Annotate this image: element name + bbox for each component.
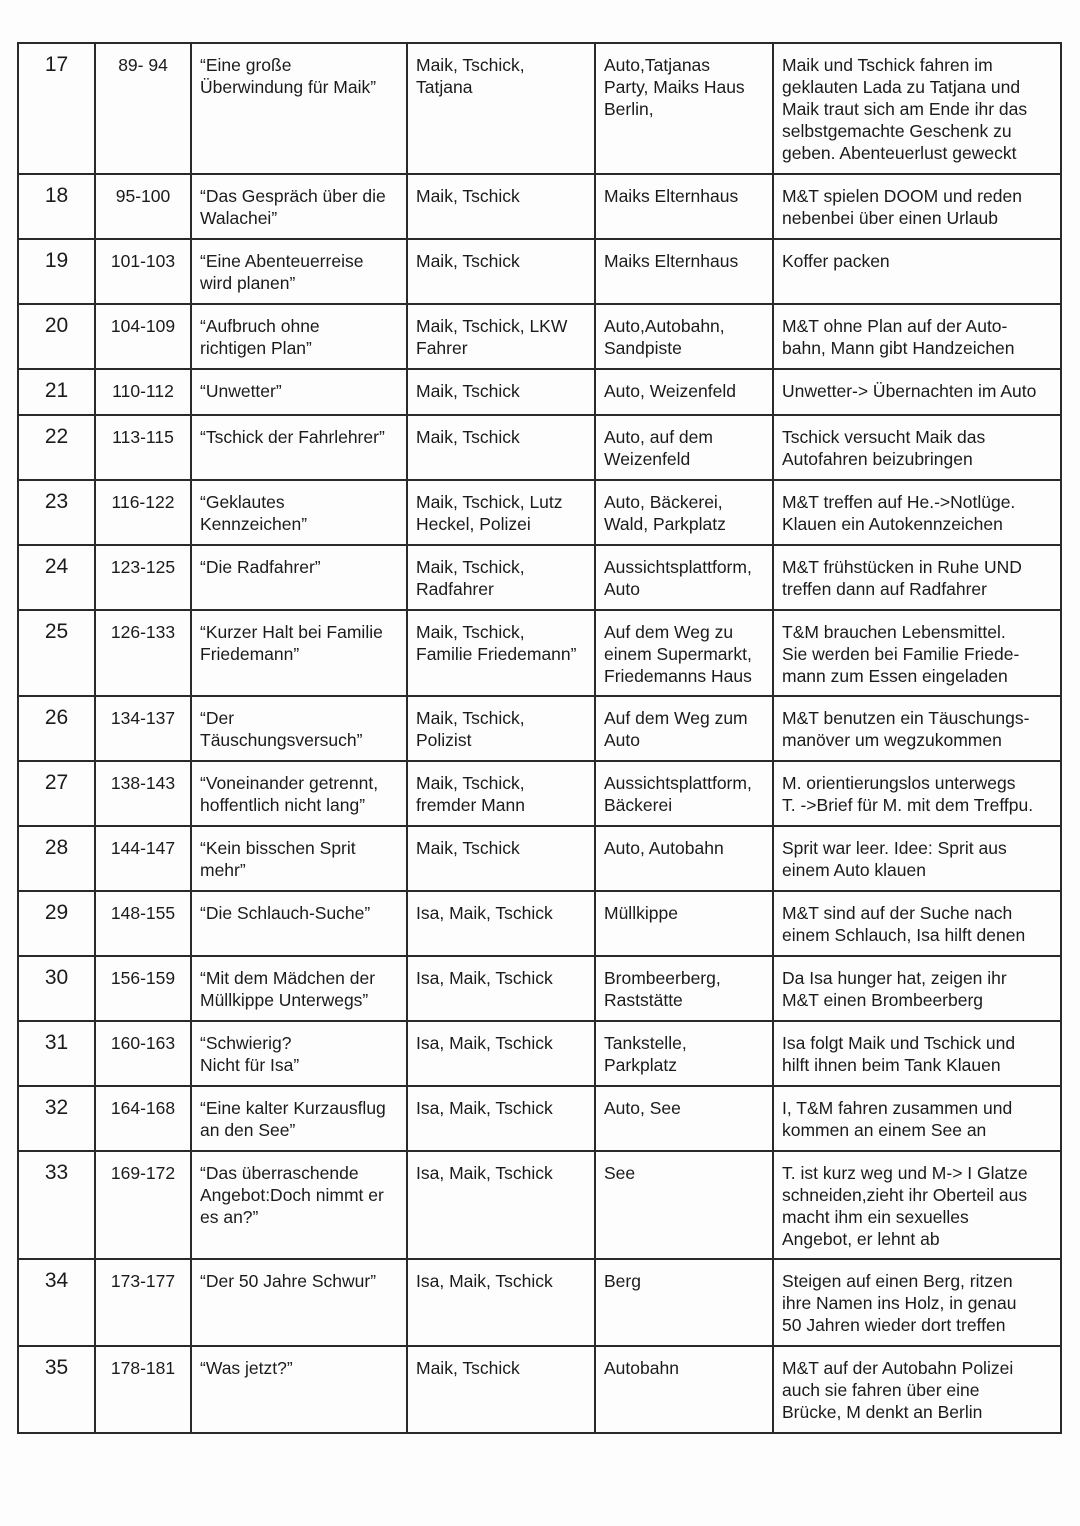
chapter-number: 18	[18, 174, 95, 239]
page-range: 178-181	[95, 1346, 191, 1433]
chapter-title: “Aufbruch ohne richtigen Plan”	[191, 304, 407, 369]
chapter-title: “Das überraschende Angebot:Doch nimmt er es an?”	[191, 1151, 407, 1259]
places: Maiks Elternhaus	[595, 174, 773, 239]
chapter-number: 25	[18, 610, 95, 696]
chapter-title: “Eine Abenteuerreise wird planen”	[191, 239, 407, 304]
summary: M&T spielen DOOM und reden nebenbei über einen Urlaub	[773, 174, 1061, 239]
chapter-number: 23	[18, 480, 95, 545]
chapter-number: 28	[18, 826, 95, 891]
chapter-title: “Eine große Überwindung für Maik”	[191, 43, 407, 174]
chapter-title: “Geklautes Kennzeichen”	[191, 480, 407, 545]
characters: Maik, Tschick, LKW Fahrer	[407, 304, 595, 369]
page-range: 169-172	[95, 1151, 191, 1259]
page-range: 126-133	[95, 610, 191, 696]
summary: Da Isa hunger hat, zeigen ihr M&T einen Brombeerberg	[773, 956, 1061, 1021]
table-row	[18, 1086, 1061, 1151]
summary: M&T sind auf der Suche nach einem Schlauch, Isa hilft denen	[773, 891, 1061, 956]
characters: Maik, Tschick, Familie Friedemann”	[407, 610, 595, 696]
chapter-number: 20	[18, 304, 95, 369]
chapter-title: “Die Schlauch-Suche”	[191, 891, 407, 956]
table-row	[18, 304, 1061, 369]
places: Auto, See	[595, 1086, 773, 1151]
characters: Maik, Tschick	[407, 174, 595, 239]
summary: M&T frühstücken in Ruhe UND treffen dann auf Radfahrer	[773, 545, 1061, 610]
chapter-title: “Eine kalter Kurzausflug an den See”	[191, 1086, 407, 1151]
chapter-number: 35	[18, 1346, 95, 1433]
page-range: 144-147	[95, 826, 191, 891]
places: Maiks Elternhaus	[595, 239, 773, 304]
places: Autobahn	[595, 1346, 773, 1433]
chapter-title: “Unwetter”	[191, 369, 407, 415]
chapter-title: “Die Radfahrer”	[191, 545, 407, 610]
places: Auto,Tatjanas Party, Maiks Haus Berlin,	[595, 43, 773, 174]
chapter-title: “Schwierig? Nicht für Isa”	[191, 1021, 407, 1086]
places: Auf dem Weg zum Auto	[595, 696, 773, 761]
places: Müllkippe	[595, 891, 773, 956]
places: Berg	[595, 1259, 773, 1346]
places: Auto, Autobahn	[595, 826, 773, 891]
summary: Koffer packen	[773, 239, 1061, 304]
chapter-number: 21	[18, 369, 95, 415]
places: Aussichtsplattform, Auto	[595, 545, 773, 610]
characters: Isa, Maik, Tschick	[407, 1086, 595, 1151]
page-range: 148-155	[95, 891, 191, 956]
summary: Tschick versucht Maik das Autofahren beizubringen	[773, 415, 1061, 480]
page-range: 160-163	[95, 1021, 191, 1086]
page-range: 110-112	[95, 369, 191, 415]
chapter-number: 17	[18, 43, 95, 174]
chapter-title: “Der Täuschungsversuch”	[191, 696, 407, 761]
chapter-table	[17, 42, 1062, 1434]
page-range: 156-159	[95, 956, 191, 1021]
table-row	[18, 369, 1061, 415]
places: See	[595, 1151, 773, 1259]
chapter-title: “Mit dem Mädchen der Müllkippe Unterwegs”	[191, 956, 407, 1021]
characters: Maik, Tschick	[407, 826, 595, 891]
characters: Maik, Tschick	[407, 369, 595, 415]
summary: I, T&M fahren zusammen und kommen an einem See an	[773, 1086, 1061, 1151]
page-range: 101-103	[95, 239, 191, 304]
chapter-number: 34	[18, 1259, 95, 1346]
places: Brombeerberg, Raststätte	[595, 956, 773, 1021]
places: Auto, Bäckerei, Wald, Parkplatz	[595, 480, 773, 545]
chapter-number: 26	[18, 696, 95, 761]
page-range: 95-100	[95, 174, 191, 239]
page-range: 89- 94	[95, 43, 191, 174]
table-row	[18, 43, 1061, 174]
characters: Maik, Tschick	[407, 1346, 595, 1433]
characters: Maik, Tschick, Lutz Heckel, Polizei	[407, 480, 595, 545]
characters: Isa, Maik, Tschick	[407, 891, 595, 956]
chapter-title: “Das Gespräch über die Walachei”	[191, 174, 407, 239]
table-row	[18, 545, 1061, 610]
chapter-number: 19	[18, 239, 95, 304]
chapter-title: “Kein bisschen Sprit mehr”	[191, 826, 407, 891]
summary: M&T ohne Plan auf der Auto- bahn, Mann gibt Handzeichen	[773, 304, 1061, 369]
summary: M&T treffen auf He.->Notlüge. Klauen ein Autokennzeichen	[773, 480, 1061, 545]
chapter-title: “Der 50 Jahre Schwur”	[191, 1259, 407, 1346]
characters: Maik, Tschick	[407, 415, 595, 480]
summary: Maik und Tschick fahren im geklauten Lada zu Tatjana und Maik traut sich am Ende ihr das selbstgemachte Geschenk zu geben. Abenteuerlust geweckt	[773, 43, 1061, 174]
summary: M&T benutzen ein Täuschungs- manöver um wegzukommen	[773, 696, 1061, 761]
summary: Isa folgt Maik und Tschick und hilft ihnen beim Tank Klauen	[773, 1021, 1061, 1086]
chapter-number: 33	[18, 1151, 95, 1259]
summary: T&M brauchen Lebensmittel. Sie werden bei Familie Friede- mann zum Essen eingeladen	[773, 610, 1061, 696]
chapter-table-body	[18, 43, 1061, 1433]
table-row	[18, 480, 1061, 545]
characters: Isa, Maik, Tschick	[407, 1021, 595, 1086]
table-row	[18, 891, 1061, 956]
chapter-number: 30	[18, 956, 95, 1021]
page-range: 123-125	[95, 545, 191, 610]
characters: Maik, Tschick	[407, 239, 595, 304]
characters: Isa, Maik, Tschick	[407, 956, 595, 1021]
characters: Maik, Tschick, Radfahrer	[407, 545, 595, 610]
chapter-number: 27	[18, 761, 95, 826]
table-row	[18, 415, 1061, 480]
characters: Maik, Tschick, Tatjana	[407, 43, 595, 174]
table-row	[18, 1346, 1061, 1433]
page-range: 104-109	[95, 304, 191, 369]
places: Auto,Autobahn, Sandpiste	[595, 304, 773, 369]
chapter-title: “Tschick der Fahrlehrer”	[191, 415, 407, 480]
places: Aussichtsplattform, Bäckerei	[595, 761, 773, 826]
table-row	[18, 761, 1061, 826]
summary: M&T auf der Autobahn Polizei auch sie fahren über eine Brücke, M denkt an Berlin	[773, 1346, 1061, 1433]
table-row	[18, 174, 1061, 239]
places: Auf dem Weg zu einem Supermarkt, Friedemanns Haus	[595, 610, 773, 696]
characters: Maik, Tschick, fremder Mann	[407, 761, 595, 826]
page-range: 173-177	[95, 1259, 191, 1346]
characters: Isa, Maik, Tschick	[407, 1259, 595, 1346]
table-row	[18, 1259, 1061, 1346]
summary: M. orientierungslos unterwegs T. ->Brief für M. mit dem Treffpu.	[773, 761, 1061, 826]
table-row	[18, 826, 1061, 891]
characters: Isa, Maik, Tschick	[407, 1151, 595, 1259]
page-range: 113-115	[95, 415, 191, 480]
table-row	[18, 1021, 1061, 1086]
table-row	[18, 610, 1061, 696]
places: Auto, auf dem Weizenfeld	[595, 415, 773, 480]
table-row	[18, 956, 1061, 1021]
page-range: 116-122	[95, 480, 191, 545]
places: Tankstelle, Parkplatz	[595, 1021, 773, 1086]
chapter-number: 32	[18, 1086, 95, 1151]
table-row	[18, 239, 1061, 304]
chapter-number: 29	[18, 891, 95, 956]
summary: Unwetter-> Übernachten im Auto	[773, 369, 1061, 415]
chapter-number: 24	[18, 545, 95, 610]
summary: Steigen auf einen Berg, ritzen ihre Namen ins Holz, in genau 50 Jahren wieder dort treffen	[773, 1259, 1061, 1346]
characters: Maik, Tschick, Polizist	[407, 696, 595, 761]
chapter-title: “Kurzer Halt bei Familie Friedemann”	[191, 610, 407, 696]
page-range: 134-137	[95, 696, 191, 761]
chapter-title: “Was jetzt?”	[191, 1346, 407, 1433]
table-row	[18, 1151, 1061, 1259]
places: Auto, Weizenfeld	[595, 369, 773, 415]
chapter-number: 31	[18, 1021, 95, 1086]
chapter-title: “Voneinander getrennt, hoffentlich nicht lang”	[191, 761, 407, 826]
summary: Sprit war leer. Idee: Sprit aus einem Auto klauen	[773, 826, 1061, 891]
page-range: 164-168	[95, 1086, 191, 1151]
summary: T. ist kurz weg und M-> I Glatze schneiden,zieht ihr Oberteil aus macht ihm ein sexuelles Angebot, er lehnt ab	[773, 1151, 1061, 1259]
table-row	[18, 696, 1061, 761]
page-range: 138-143	[95, 761, 191, 826]
chapter-number: 22	[18, 415, 95, 480]
